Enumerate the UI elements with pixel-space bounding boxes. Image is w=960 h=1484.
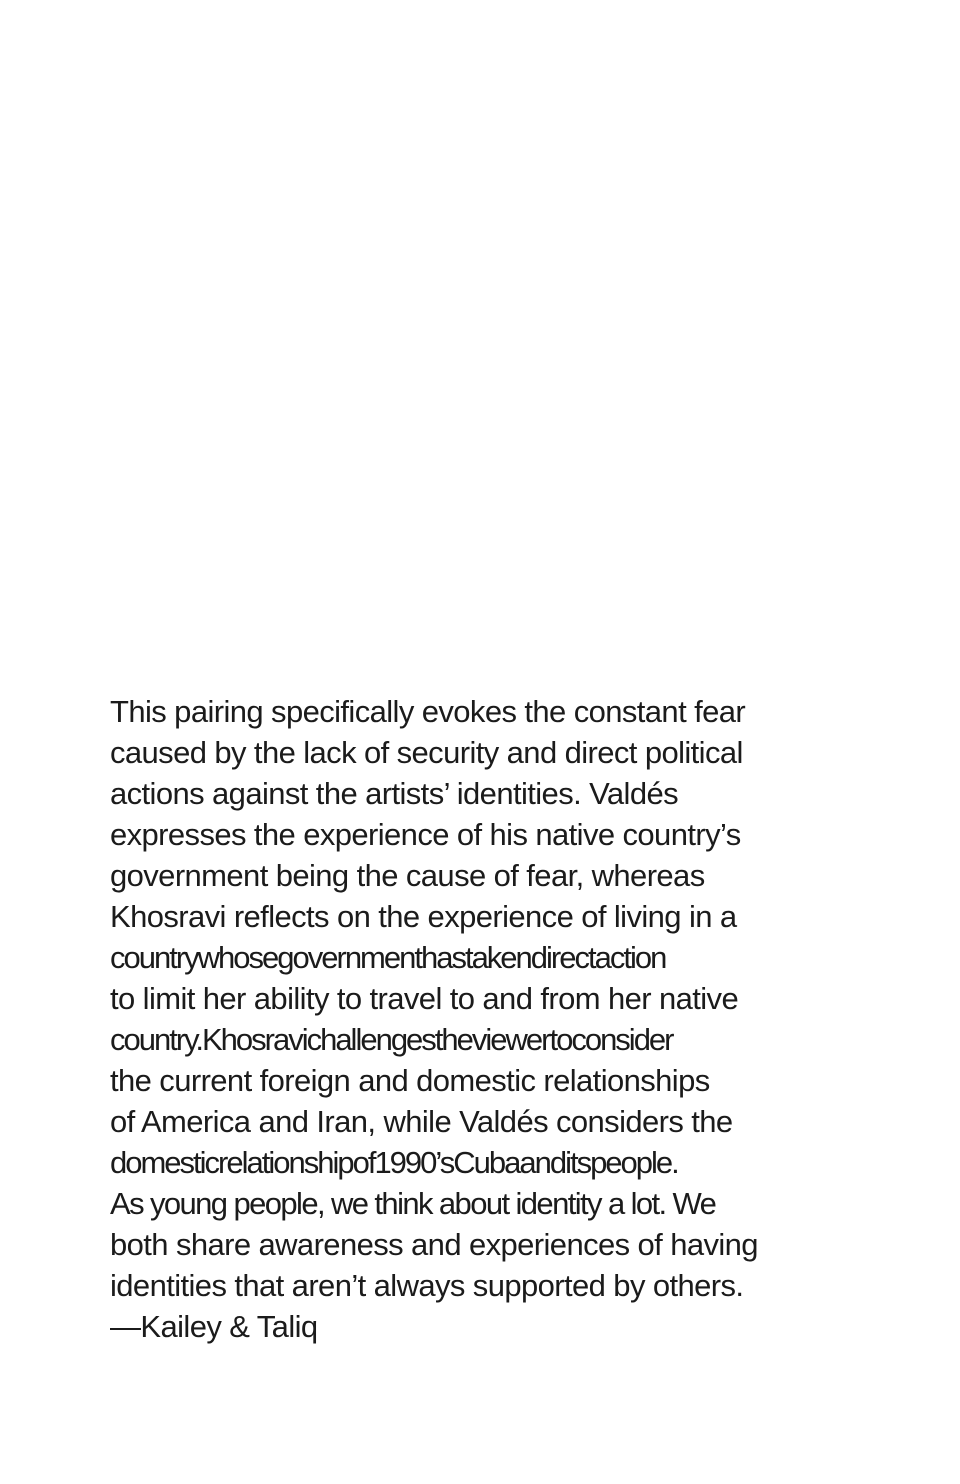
essay-line-1: This pairing specifically evokes the constant fear (110, 694, 746, 729)
essay-line-8: to limit her ability to travel to and from her native (110, 981, 739, 1016)
essay-paragraph (110, 691, 850, 1347)
essay-line-3: actions against the artists’ identities. Valdés (110, 776, 679, 811)
essay-line-14: both share awareness and experiences of having (110, 1227, 758, 1262)
essay-signature: —Kailey & Taliq (110, 1309, 318, 1344)
essay-line-9: country.Khosravichallengestheviewertoconsider (110, 1022, 673, 1057)
essay-line-11: of America and Iran, while Valdés considers the (110, 1104, 733, 1139)
essay-line-5: government being the cause of fear, whereas (110, 858, 705, 893)
essay-line-6: Khosravi reflects on the experience of living in a (110, 899, 737, 934)
essay-line-7: countrywhosegovernmenthastakendirectaction (110, 940, 666, 975)
essay-line-4: expresses the experience of his native country’s (110, 817, 741, 852)
essay-line-12: domesticrelationshipof1990’sCubaanditspeople. (110, 1145, 678, 1180)
essay-line-2: caused by the lack of security and direct political (110, 735, 743, 770)
essay-line-13: As young people, we think about identity a lot. We (110, 1186, 716, 1221)
essay-line-15: identities that aren’t always supported by others. (110, 1268, 744, 1303)
essay-line-10: the current foreign and domestic relationships (110, 1063, 710, 1098)
